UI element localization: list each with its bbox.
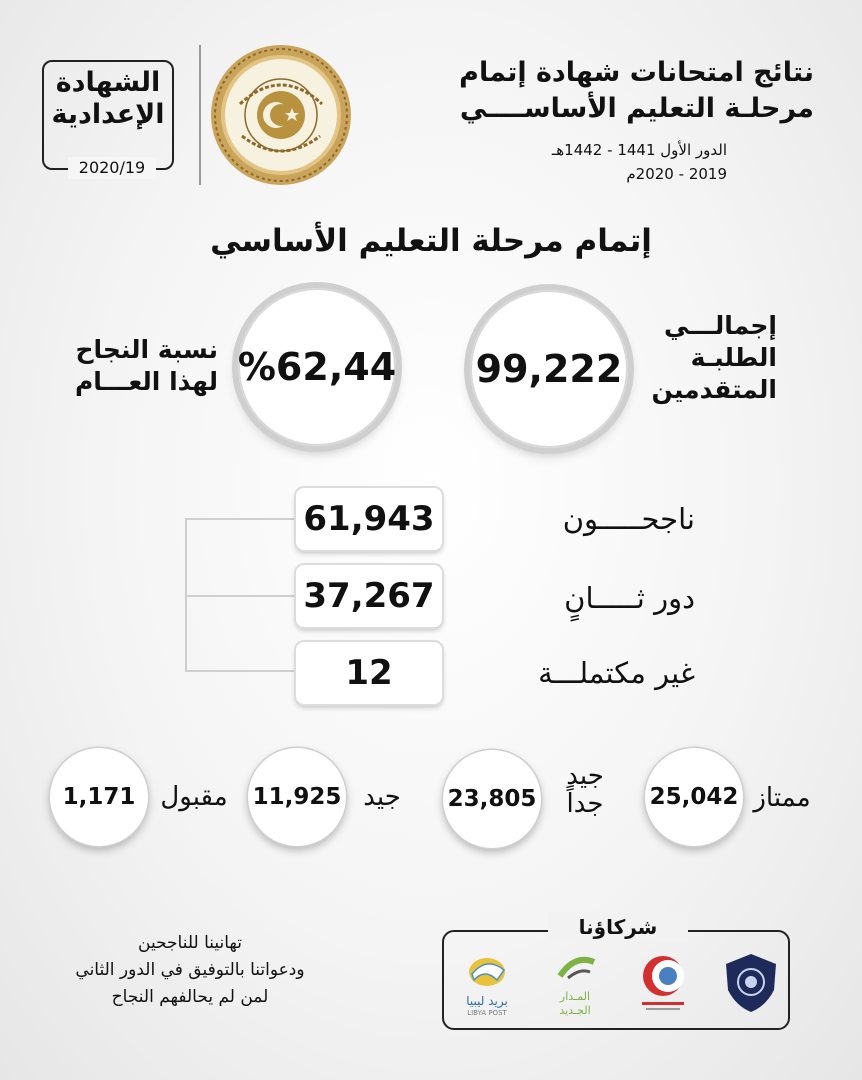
almadar-icon <box>540 950 610 986</box>
grade-very-good-label <box>548 762 622 818</box>
header-years: 2019 - 2020م <box>626 165 727 183</box>
congrats-line3: لمن لم يحالفهم النجاح <box>111 987 269 1007</box>
grade-very-good-value: 23,805 <box>443 750 541 848</box>
almadar-name-line2: الجـديد <box>559 1004 591 1017</box>
total-label-line1: إجمالـــي <box>663 311 777 340</box>
grade-good-value: 11,925 <box>248 748 346 846</box>
partners-box <box>442 930 790 1030</box>
badge-line2: الإعدادية <box>51 99 165 130</box>
police-logo <box>716 950 786 1020</box>
bracket-tick <box>185 595 297 597</box>
passed-label: ناجحـــــون <box>562 502 695 536</box>
header-title-line2: مرحلـة التعليم الأساســــي <box>459 93 814 124</box>
partners-title: شركاؤنا <box>548 912 688 942</box>
almadar-name-line1: المـدار <box>559 990 591 1003</box>
congratulations-text <box>40 930 340 1011</box>
total-students-circle: 99,222 <box>470 290 628 448</box>
header-divider <box>199 45 201 185</box>
bracket-tick <box>185 518 297 520</box>
page-header-title <box>394 55 814 127</box>
libya-post-latin: LIBYA POST <box>467 1009 507 1017</box>
police-shield-icon <box>716 950 786 1014</box>
second-round-value: 37,267 <box>296 565 442 627</box>
results-bracket <box>185 518 187 670</box>
libya-post-icon <box>452 950 522 990</box>
grade-good-label: جيد <box>363 782 401 812</box>
grade-excellent-label: ممتاز <box>753 783 811 813</box>
incomplete-value: 12 <box>296 642 442 704</box>
rate-label-line2: لهذا العـــام <box>74 367 218 396</box>
badge-line1: الشهادة <box>55 67 161 98</box>
certificate-badge <box>42 60 174 177</box>
congrats-line2: ودعواتنا بالتوفيق في الدور الثاني <box>75 960 305 980</box>
ministry-seal-icon <box>210 44 352 186</box>
second-round-label: دور ثـــــانٍ <box>564 581 695 615</box>
section-title: إتمام مرحلة التعليم الأساسي <box>210 223 652 259</box>
incomplete-label: غير مكتملـــة <box>538 656 695 690</box>
very-good-line2: جداً <box>566 789 604 819</box>
total-students-label <box>632 310 777 406</box>
libya-post-name: بريد ليبيا <box>466 994 508 1008</box>
header-title-line1: نتائج امتحانات شهادة إتمام <box>459 57 814 88</box>
almadar-logo <box>540 950 610 1020</box>
grade-excellent-value: 25,042 <box>645 748 743 846</box>
grade-acceptable-value: 1,171 <box>50 748 148 846</box>
header-subtitle <box>427 138 727 186</box>
badge-year: 2020/19 <box>68 157 156 179</box>
passed-value: 61,943 <box>296 488 442 550</box>
grade-acceptable-label: مقبول <box>160 782 228 812</box>
success-rate-label <box>40 334 218 398</box>
header-round: الدور الأول 1441 - 1442هـ <box>551 141 727 159</box>
congrats-line1: تهانينا للناجحين <box>138 933 242 953</box>
red-crescent-icon <box>628 950 698 1014</box>
libya-post-logo <box>452 950 522 1020</box>
bracket-tick <box>185 670 297 672</box>
rate-label-line1: نسبة النجاح <box>75 335 218 364</box>
total-label-line3: المتقدمين <box>651 375 777 404</box>
total-label-line2: الطلبـة <box>690 343 777 372</box>
red-crescent-logo <box>628 950 698 1020</box>
success-rate-circle: %62,44 <box>238 288 396 446</box>
very-good-line1: جيد <box>566 761 604 791</box>
